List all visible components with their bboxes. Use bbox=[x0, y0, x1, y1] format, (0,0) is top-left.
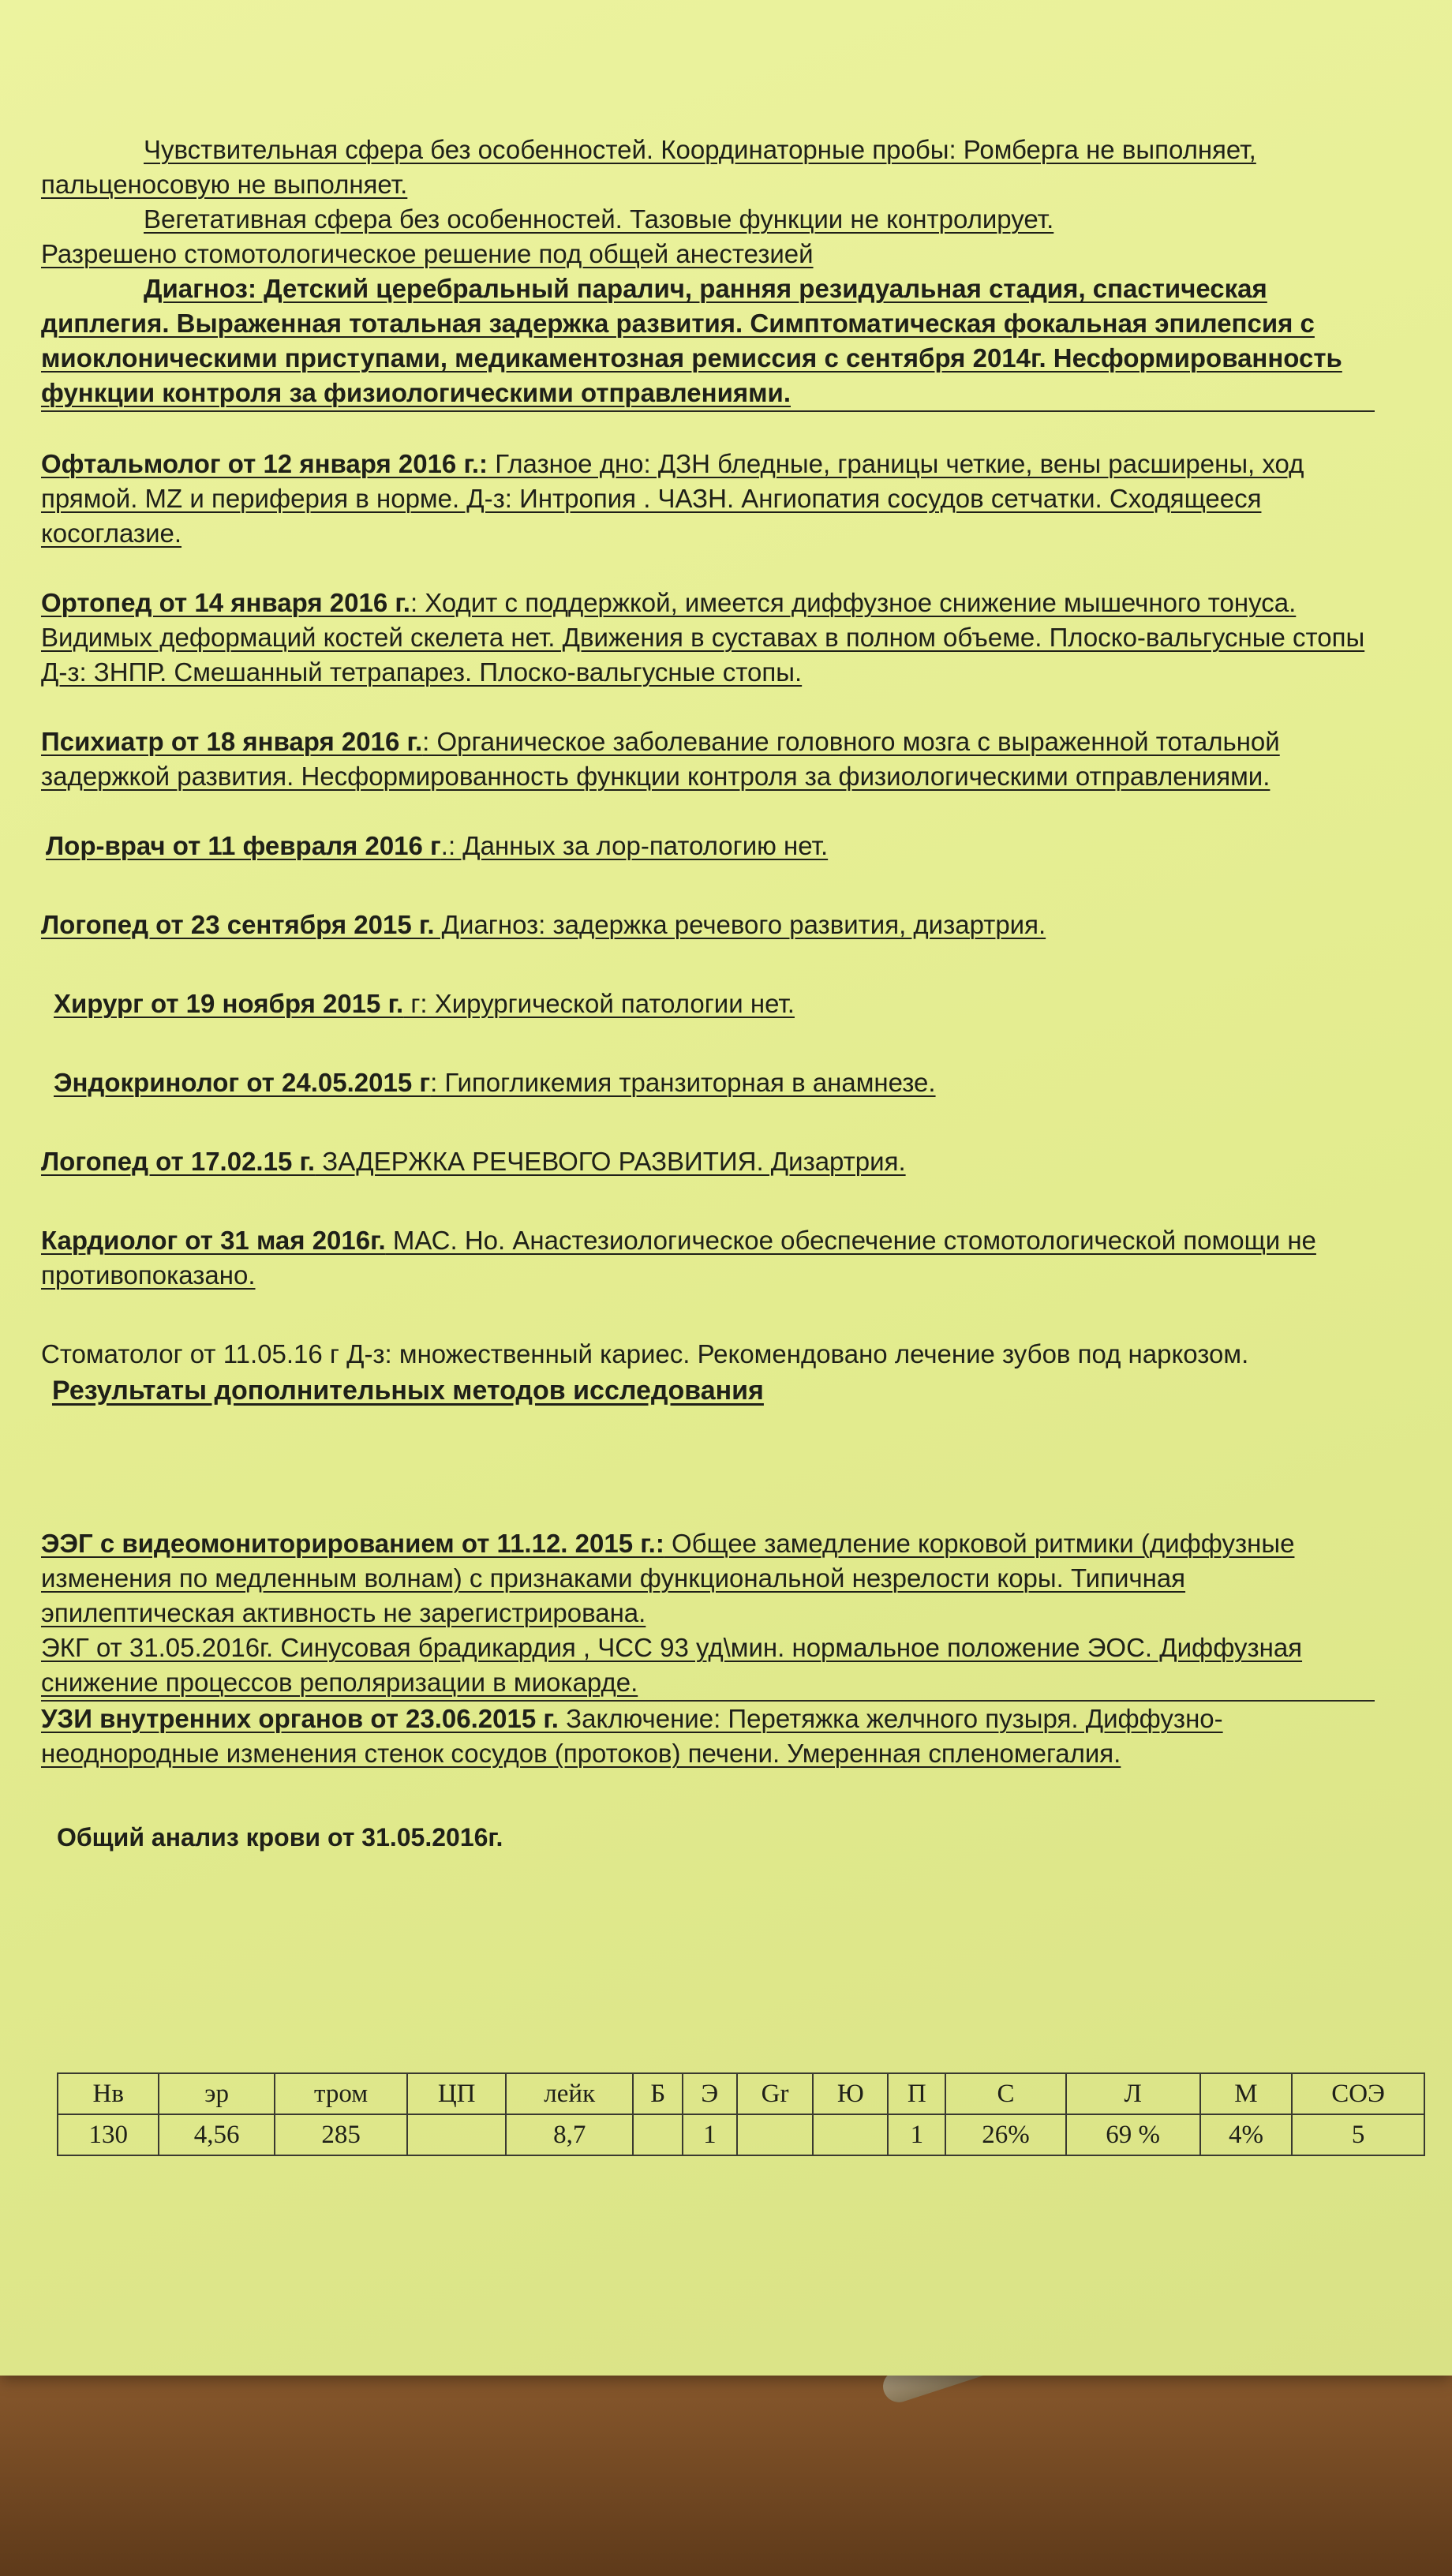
speech-therapist-entry-2 bbox=[41, 1144, 1375, 1179]
cardiologist-heading: Кардиолог от 31 мая 2016г. bbox=[41, 1226, 386, 1255]
ecg-entry: ЭКГ от 31.05.2016г. Синусовая брадикардия , ЧСС 93 уд\мин. нормальное положение ЭОС. Диффузная снижение процессов реполяризации в миокарде. bbox=[41, 1631, 1375, 1702]
col-plt-value: 285 bbox=[275, 2114, 408, 2155]
additional-tests-title: Результаты дополнительных методов исследования bbox=[52, 1376, 764, 1406]
ent-doctor-heading: Лор-врач от 11 февраля 2016 г bbox=[46, 831, 441, 860]
col-young-header: Ю bbox=[813, 2073, 888, 2114]
col-wbc-header: лейк bbox=[506, 2073, 634, 2114]
surgeon-heading: Хирург от 19 ноября 2015 г. bbox=[54, 989, 404, 1018]
endocrinologist-heading: Эндокринолог от 24.05.2015 г bbox=[54, 1068, 431, 1097]
orthopedist-entry bbox=[41, 586, 1375, 655]
col-ci-header: ЦП bbox=[407, 2073, 506, 2114]
col-hb-value: 130 bbox=[58, 2114, 159, 2155]
col-lymph-value: 69 % bbox=[1066, 2114, 1200, 2155]
cardiologist-entry bbox=[41, 1223, 1375, 1293]
col-rbc-header: эр bbox=[159, 2073, 274, 2114]
col-mono-header: М bbox=[1200, 2073, 1293, 2114]
psychiatrist-text: : Органическое заболевание головного мозга с выраженной тотальной задержкой развития. Несформированность функции контроля за физиологическими отправлениями. bbox=[41, 727, 1280, 791]
blood-test-table bbox=[57, 2072, 1425, 2156]
col-gr-header: Gr bbox=[737, 2073, 814, 2114]
psychiatrist-heading: Психиатр от 18 января 2016 г. bbox=[41, 727, 423, 756]
col-plt-header: тром bbox=[275, 2073, 408, 2114]
speech-therapist-heading-2: Логопед от 17.02.15 г. bbox=[41, 1147, 316, 1176]
col-baso-header: Б bbox=[633, 2073, 683, 2114]
ophthalmologist-heading: Офтальмолог от 12 января 2016 г.: bbox=[41, 449, 488, 478]
col-mono-value: 4% bbox=[1200, 2114, 1293, 2155]
col-wbc-value: 8,7 bbox=[506, 2114, 634, 2155]
anesthesia-permission: Разрешено стомотологическое решение под общей анестезией bbox=[41, 239, 814, 268]
eeg-entry bbox=[41, 1526, 1375, 1631]
endocrinologist-text: : Гипогликемия транзиторная в анамнезе. bbox=[430, 1068, 936, 1097]
speech-therapist-heading-1: Логопед от 23 сентября 2015 г. bbox=[41, 910, 435, 939]
col-seg-value: 26% bbox=[945, 2114, 1065, 2155]
col-young-value bbox=[813, 2114, 888, 2155]
psychiatrist-entry bbox=[41, 724, 1375, 794]
col-seg-header: С bbox=[945, 2073, 1065, 2114]
orthopedist-diagnosis: Д-з: ЗНПР. Смешанный тетрапарез. Плоско-вальгусные стопы. bbox=[41, 657, 803, 687]
blood-table-header-row bbox=[58, 2073, 1424, 2114]
ophthalmologist-entry bbox=[41, 447, 1375, 551]
ultrasound-text: Заключение: Перетяжка желчного пузыря. Диффузно-неоднородные изменения стенок сосудов (протоков) печени. Умеренная спленомегалия. bbox=[41, 1704, 1223, 1768]
col-rbc-value: 4,56 bbox=[159, 2114, 274, 2155]
endocrinologist-entry bbox=[41, 1065, 1375, 1100]
eeg-text: Общее замедление корковой ритмики (диффузные изменения по медленным волнам) с признаками функциональной незрелости коры. Типичная эпилептическая активность не зарегистрирована. bbox=[41, 1529, 1295, 1627]
ent-doctor-text: .: Данных за лор-патологию нет. bbox=[440, 831, 829, 860]
eeg-heading: ЭЭГ с видеомониторированием от 11.12. 2015 г.: bbox=[41, 1529, 664, 1558]
speech-therapist-entry-1 bbox=[41, 908, 1375, 942]
speech-therapist-text-2: ЗАДЕРЖКА РЕЧЕВОГО РАЗВИТИЯ. Дизартрия. bbox=[315, 1147, 906, 1176]
surgeon-text: г: Хирургической патологии нет. bbox=[403, 989, 795, 1018]
col-band-header: П bbox=[888, 2073, 945, 2114]
ultrasound-entry bbox=[41, 1702, 1375, 1771]
col-gr-value bbox=[737, 2114, 814, 2155]
document-body bbox=[41, 133, 1375, 1855]
surgeon-entry bbox=[41, 987, 1375, 1021]
vegetative-paragraph: Вегетативная сфера без особенностей. Тазовые функции не контролирует. bbox=[144, 204, 1054, 234]
orthopedist-heading: Ортопед от 14 января 2016 г. bbox=[41, 588, 410, 617]
sensory-paragraph: Чувствительная сфера без особенностей. Координаторные пробы: Ромберга не выполняет, пальценосовую не выполняет. bbox=[41, 135, 1256, 199]
ophthalmologist-text: Глазное дно: ДЗН бледные, границы четкие, вены расширены, ход прямой. MZ и периферия в норме. Д-з: Интропия . ЧАЗН. Ангиопатия сосудов сетчатки. Сходящееся косоглазие. bbox=[41, 449, 1304, 548]
col-eos-value: 1 bbox=[683, 2114, 737, 2155]
blood-test-title: Общий анализ крови от 31.05.2016г. bbox=[57, 1823, 503, 1852]
col-esr-header: СОЭ bbox=[1292, 2073, 1424, 2114]
desk-background bbox=[0, 2352, 1452, 2576]
diagnosis-paragraph: Диагноз: Детский церебральный паралич, ранняя резидуальная стадия, спастическая диплегия. Выраженная тотальная задержка развития. Симптоматическая фокальная эпилепсия с миоклоническими приступами, медикаментозная ремиссия с сентября 2014г. Несформированность функции контроля за физиологическими отправлениями. bbox=[41, 271, 1375, 412]
col-ci-value bbox=[407, 2114, 506, 2155]
col-lymph-header: Л bbox=[1066, 2073, 1200, 2114]
col-baso-value bbox=[633, 2114, 683, 2155]
col-esr-value: 5 bbox=[1292, 2114, 1424, 2155]
col-eos-header: Э bbox=[683, 2073, 737, 2114]
ultrasound-heading: УЗИ внутренних органов от 23.06.2015 г. bbox=[41, 1704, 559, 1733]
col-band-value: 1 bbox=[888, 2114, 945, 2155]
orthopedist-text: : Ходит с поддержкой, имеется диффузное снижение мышечного тонуса. Видимых деформаций костей скелета нет. Движения в суставах в полном объеме. Плоско-вальгусные стопы bbox=[41, 588, 1365, 652]
col-hb-header: Нв bbox=[58, 2073, 159, 2114]
dentist-entry: Стоматолог от 11.05.16 г Д-з: множественный кариес. Рекомендовано лечение зубов под наркозом. bbox=[41, 1339, 1249, 1368]
speech-therapist-text-1: Диагноз: задержка речевого развития, дизартрия. bbox=[434, 910, 1046, 939]
cardiologist-text: МАС. Но. Анастезиологическое обеспечение стомотологической помощи не противопоказано. bbox=[41, 1226, 1316, 1290]
ent-doctor-entry bbox=[41, 829, 1375, 863]
blood-table-value-row bbox=[58, 2114, 1424, 2155]
